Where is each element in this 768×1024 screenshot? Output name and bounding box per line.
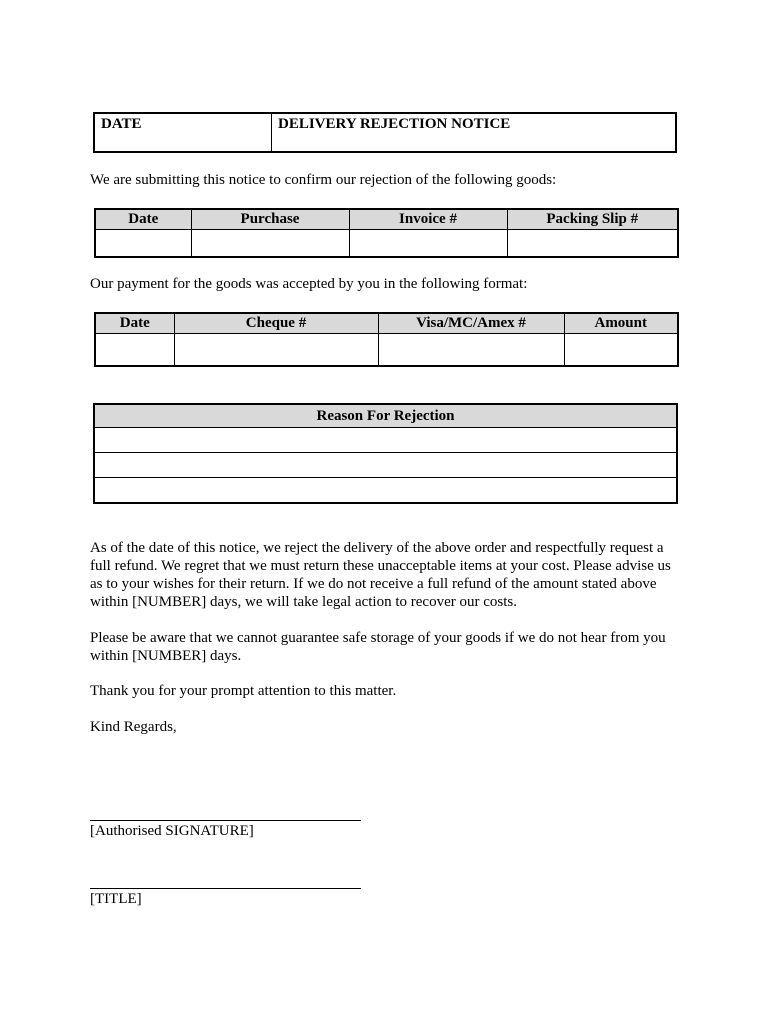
date-label: DATE (94, 113, 272, 152)
goods-col-purchase: Purchase (191, 209, 349, 230)
closing-text: Kind Regards, (90, 719, 177, 735)
payment-cell-amount[interactable] (564, 334, 678, 367)
document-title: DELIVERY REJECTION NOTICE (278, 116, 511, 132)
payment-cell-card[interactable] (378, 334, 564, 367)
reason-line-2[interactable] (94, 453, 677, 478)
table-row (94, 453, 677, 478)
goods-cell-invoice[interactable] (349, 230, 507, 258)
table-row (95, 230, 678, 258)
payment-text: Our payment for the goods was accepted by you in the following format: (90, 276, 528, 292)
payment-col-date: Date (95, 313, 174, 334)
payment-col-amount: Amount (564, 313, 678, 334)
goods-col-date: Date (95, 209, 191, 230)
table-row (95, 334, 678, 367)
table-row (94, 428, 677, 453)
reason-table (93, 403, 678, 504)
intro-text: We are submitting this notice to confirm our rejection of the following goods: (90, 172, 557, 188)
reason-line-1[interactable] (94, 428, 677, 453)
header-box (93, 112, 677, 153)
goods-cell-purchase[interactable] (191, 230, 349, 258)
signature-label: [Authorised SIGNATURE] (90, 823, 254, 839)
goods-cell-date[interactable] (95, 230, 191, 258)
payment-table (94, 312, 679, 367)
payment-col-card: Visa/MC/Amex # (378, 313, 564, 334)
payment-cell-date[interactable] (95, 334, 174, 367)
reason-header: Reason For Rejection (94, 404, 677, 428)
payment-col-cheque: Cheque # (174, 313, 378, 334)
thanks-text: Thank you for your prompt attention to this matter. (90, 683, 397, 699)
title-line (90, 888, 361, 889)
body-paragraph-1: As of the date of this notice, we reject the delivery of the above order and respectfully request a full refund. We regret that we must return these unacceptable items at your cost. Please advise us as to your wishes for their return. If we do not receive a full refund of the amount stated above within [NUMBER] days, we will take legal action to recover our costs. (90, 540, 671, 610)
goods-col-invoice: Invoice # (349, 209, 507, 230)
goods-cell-packing-slip[interactable] (507, 230, 678, 258)
goods-col-packing-slip: Packing Slip # (507, 209, 678, 230)
body-paragraph-2: Please be aware that we cannot guarantee safe storage of your goods if we do not hear from you within [NUMBER] days. (90, 630, 666, 664)
table-row (94, 478, 677, 504)
reason-line-3[interactable] (94, 478, 677, 504)
signature-line (90, 820, 361, 821)
payment-cell-cheque[interactable] (174, 334, 378, 367)
title-label: [TITLE] (90, 891, 142, 907)
goods-table (94, 208, 679, 258)
